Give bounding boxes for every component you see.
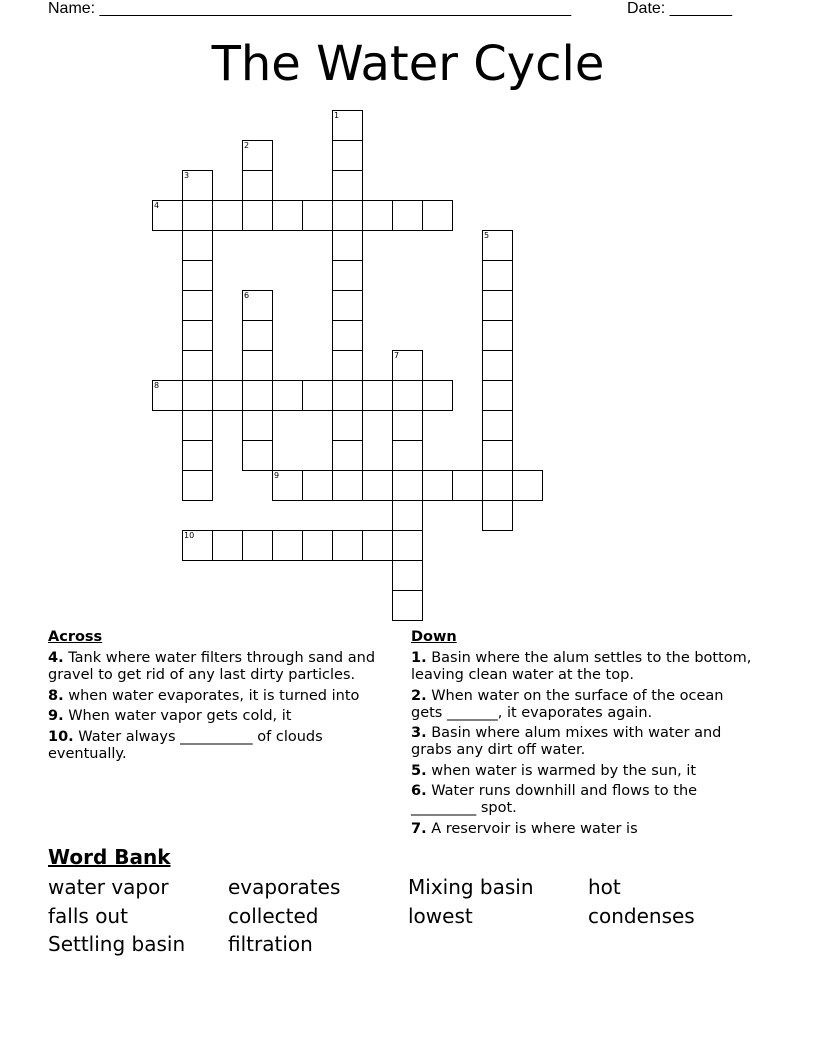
crossword-cell[interactable] xyxy=(242,140,273,171)
crossword-cell[interactable] xyxy=(392,470,423,501)
crossword-cell[interactable] xyxy=(332,200,363,231)
down-clue xyxy=(411,725,756,759)
crossword-cell[interactable] xyxy=(332,230,363,261)
crossword-cell[interactable] xyxy=(452,470,483,501)
clue-number: 3. xyxy=(411,725,427,741)
across-heading: Across xyxy=(48,629,103,645)
crossword-cell[interactable] xyxy=(392,560,423,591)
word-bank-item: collected xyxy=(228,903,319,928)
crossword-cell[interactable] xyxy=(182,230,213,261)
crossword-cell[interactable] xyxy=(392,410,423,441)
down-heading: Down xyxy=(411,629,457,645)
crossword-cell[interactable] xyxy=(392,440,423,471)
crossword-cell[interactable] xyxy=(302,530,333,561)
crossword-cell[interactable] xyxy=(182,290,213,321)
clue-number-label: 7 xyxy=(394,351,400,360)
clue-number: 1. xyxy=(411,650,427,666)
crossword-cell[interactable] xyxy=(482,500,513,531)
clue-text: Water runs downhill and flows to the _________ spot. xyxy=(411,783,698,816)
crossword-cell[interactable] xyxy=(392,590,423,621)
clue-number: 8. xyxy=(48,687,64,704)
clue-number-label: 6 xyxy=(244,291,250,300)
crossword-cell[interactable] xyxy=(482,230,513,261)
clue-text: Tank where water filters through sand and gravel to get rid of any last dirty particles. xyxy=(48,650,376,683)
crossword-cell[interactable] xyxy=(242,350,273,381)
clue-number-label: 5 xyxy=(484,231,490,240)
word-bank xyxy=(48,843,768,959)
word-bank-item: lowest xyxy=(408,903,473,928)
crossword-cell[interactable] xyxy=(422,200,453,231)
down-clue xyxy=(411,783,756,817)
clue-text: when water evaporates, it is turned into xyxy=(68,687,360,704)
crossword-cell[interactable] xyxy=(332,470,363,501)
crossword-cell[interactable] xyxy=(332,380,363,411)
clue-number: 5. xyxy=(411,762,427,779)
crossword-cell[interactable] xyxy=(362,200,393,231)
crossword-cell[interactable] xyxy=(422,380,453,411)
word-bank-list xyxy=(48,873,768,959)
crossword-cell[interactable] xyxy=(242,170,273,201)
crossword-cell[interactable] xyxy=(182,350,213,381)
clue-text: Water always __________ of clouds eventually. xyxy=(48,728,323,762)
crossword-cell[interactable] xyxy=(242,530,273,561)
across-clue xyxy=(48,650,393,684)
clue-text: when water is warmed by the sun, it xyxy=(431,762,697,779)
crossword-cell[interactable] xyxy=(392,200,423,231)
crossword-cell[interactable] xyxy=(332,110,363,141)
across-clues xyxy=(48,629,393,766)
down-clues xyxy=(411,629,756,841)
clue-number-label: 3 xyxy=(184,171,190,180)
clue-number: 9. xyxy=(48,708,64,724)
crossword-cell[interactable] xyxy=(272,380,303,411)
word-bank-item: filtration xyxy=(228,932,313,956)
crossword-cell[interactable] xyxy=(182,200,213,231)
crossword-cell[interactable] xyxy=(332,140,363,171)
clue-number: 4. xyxy=(48,650,64,666)
crossword-cell[interactable] xyxy=(182,320,213,351)
clue-text: Basin where the alum settles to the bottom, leaving clean water at the top. xyxy=(411,650,752,683)
crossword-cell[interactable] xyxy=(272,470,303,501)
crossword-cell[interactable] xyxy=(182,380,213,411)
crossword-cell[interactable] xyxy=(302,380,333,411)
crossword-cell[interactable] xyxy=(182,260,213,291)
crossword-cell[interactable] xyxy=(182,440,213,471)
crossword-cell[interactable] xyxy=(392,500,423,531)
clue-number-label: 9 xyxy=(274,471,280,480)
down-clue xyxy=(411,650,756,684)
crossword-cell[interactable] xyxy=(482,410,513,441)
clue-number: 6. xyxy=(411,783,427,799)
crossword-cell[interactable] xyxy=(302,200,333,231)
word-bank-item: Settling basin xyxy=(48,932,186,956)
crossword-cell[interactable] xyxy=(332,320,363,351)
crossword-cell[interactable] xyxy=(362,380,393,411)
word-bank-item: condenses xyxy=(588,903,695,928)
crossword-cell[interactable] xyxy=(482,260,513,291)
crossword-cell[interactable] xyxy=(212,380,243,411)
crossword-cell[interactable] xyxy=(482,320,513,351)
crossword-cell[interactable] xyxy=(482,440,513,471)
clue-number: 7. xyxy=(411,820,427,837)
crossword-cell[interactable] xyxy=(182,410,213,441)
clue-text: When water on the surface of the ocean gets _______, it evaporates again. xyxy=(411,687,724,721)
clue-number-label: 8 xyxy=(154,381,160,390)
word-bank-item: water vapor xyxy=(48,875,169,899)
crossword-cell[interactable] xyxy=(212,530,243,561)
word-bank-item: hot xyxy=(588,875,621,899)
clue-text: When water vapor gets cold, it xyxy=(68,708,292,724)
crossword-cell[interactable] xyxy=(182,470,213,501)
crossword-cell[interactable] xyxy=(242,440,273,471)
clue-number: 2. xyxy=(411,687,427,704)
name-field[interactable]: Name: _____________________________________________________ xyxy=(48,0,572,17)
date-field[interactable]: Date: _______ xyxy=(627,0,732,17)
word-bank-item: falls out xyxy=(48,903,128,928)
down-clue xyxy=(411,821,756,838)
crossword-cell[interactable] xyxy=(512,470,543,501)
crossword-cell[interactable] xyxy=(392,530,423,561)
page-title: The Water Cycle xyxy=(211,36,605,92)
clue-number-label: 4 xyxy=(154,201,160,210)
crossword-cell[interactable] xyxy=(242,410,273,441)
across-clue xyxy=(48,708,393,725)
crossword-cell[interactable] xyxy=(332,290,363,321)
crossword-cell[interactable] xyxy=(332,410,363,441)
crossword-cell[interactable] xyxy=(272,200,303,231)
crossword-cell[interactable] xyxy=(332,440,363,471)
clue-text: Basin where alum mixes with water and grabs any dirt off water. xyxy=(411,725,722,758)
across-clue xyxy=(48,688,393,705)
crossword-cell[interactable] xyxy=(362,530,393,561)
crossword-cell[interactable] xyxy=(152,200,183,231)
crossword-cell[interactable] xyxy=(152,380,183,411)
crossword-cell[interactable] xyxy=(242,380,273,411)
crossword-cell[interactable] xyxy=(482,350,513,381)
crossword-cell[interactable] xyxy=(482,380,513,411)
clue-number-label: 1 xyxy=(334,111,340,120)
crossword-cell[interactable] xyxy=(332,350,363,381)
down-clue xyxy=(411,763,756,780)
crossword-cell[interactable] xyxy=(242,320,273,351)
word-bank-item: evaporates xyxy=(228,875,341,899)
across-clue xyxy=(48,729,393,763)
crossword-cell[interactable] xyxy=(392,350,423,381)
word-bank-item: Mixing basin xyxy=(408,875,534,899)
crossword-cell[interactable] xyxy=(212,200,243,231)
word-bank-heading: Word Bank xyxy=(48,845,171,869)
crossword-cell[interactable] xyxy=(302,470,333,501)
crossword-cell[interactable] xyxy=(332,530,363,561)
clue-number: 10. xyxy=(48,728,74,745)
crossword-cell[interactable] xyxy=(422,470,453,501)
crossword-cell[interactable] xyxy=(272,530,303,561)
crossword-cell[interactable] xyxy=(332,260,363,291)
clue-number-label: 10 xyxy=(184,531,195,540)
crossword-cell[interactable] xyxy=(482,290,513,321)
crossword-cell[interactable] xyxy=(362,470,393,501)
clue-number-label: 2 xyxy=(244,141,250,150)
crossword-cell[interactable] xyxy=(332,170,363,201)
crossword-cell[interactable] xyxy=(182,170,213,201)
clue-text: A reservoir is where water is xyxy=(431,820,638,837)
crossword-cell[interactable] xyxy=(242,200,273,231)
down-clue xyxy=(411,688,756,722)
crossword-cell[interactable] xyxy=(182,530,213,561)
crossword-cell[interactable] xyxy=(482,470,513,501)
crossword-cell[interactable] xyxy=(242,290,273,321)
crossword-cell[interactable] xyxy=(392,380,423,411)
